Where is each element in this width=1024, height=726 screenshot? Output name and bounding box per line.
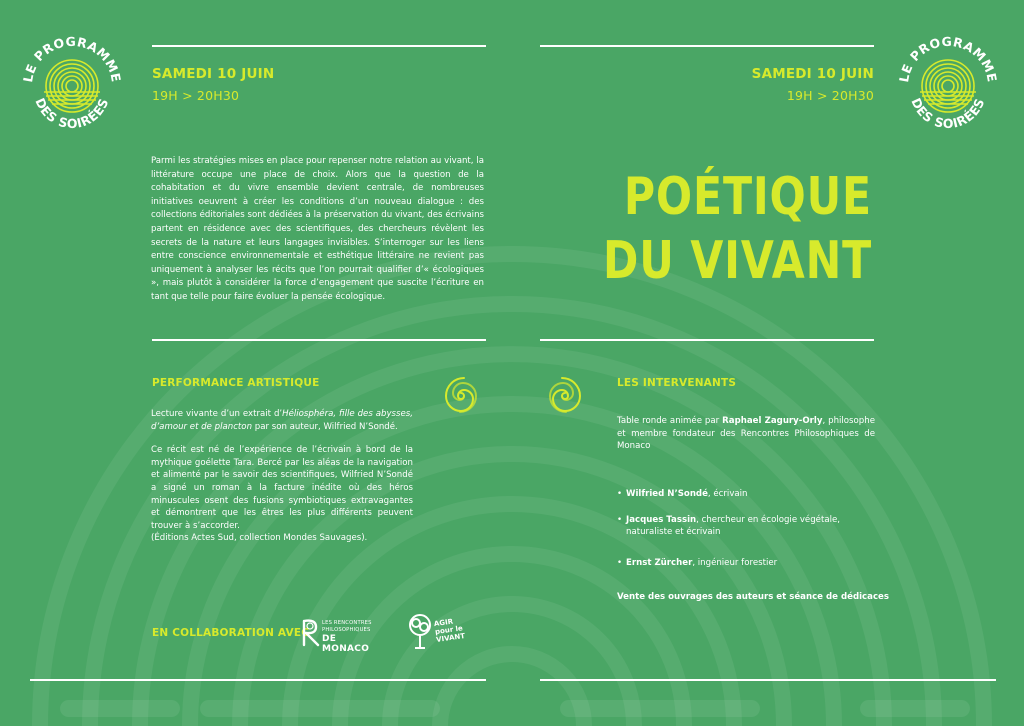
spiral-icon: [438, 373, 484, 419]
collaboration-heading: EN COLLABORATION AVEC: [152, 627, 310, 639]
programme-badge: [20, 34, 124, 138]
book-signing-note: Vente des ouvrages des auteurs et séance de dédicaces: [617, 592, 889, 602]
decor-pill: [560, 700, 760, 717]
title-line-2: DU VIVANT: [603, 231, 872, 291]
intervenants-intro: Table ronde animée par Raphael Zagury-Orly, philosophe et membre fondateur des Rencontres Philosophiques de Monaco: [617, 416, 875, 452]
intro-paragraph: Parmi les stratégies mises en place pour repenser notre relation au vivant, la littérature occupe une place de choix. Alors que la question de la cohabitation et du vivre ensemble devient centrale, de nombreuses initiatives oeuvrent à créer les conditions d’un nouveau dialogue : des collections éditoriales sont dédiées à la préservation du vivant, des écrivains partent en résidence avec des scientifiques, des chercheurs révèlent les secrets de la nature et leurs langages invisibles. S’interroger sur les liens entre conscience environnementale et esthétique littéraire ne revient pas uniquement à analyser les récits que l’on pourrait qualifier d’« écologiques », mais plutôt à considérer la force d’engagement que suscite l’écriture en tant que telle pour faire évoluer la pensée écologique.: [151, 156, 484, 302]
performance-paragraph-3: (Éditions Actes Sud, collection Mondes Sauvages).: [151, 533, 368, 544]
event-date-left: [152, 66, 274, 103]
moderator-name: Raphael Zagury-Orly: [722, 416, 823, 426]
event-date: SAMEDI 10 JUIN: [152, 66, 275, 82]
badge-top-text: LE PROGRAMME: [20, 34, 124, 84]
logo-line-2: PHILOSOPHIQUES: [322, 627, 371, 633]
performance-paragraph-2: Ce récit est né de l’expérience de l’écrivain à bord de la mythique goélette Tara. Bercé par les aléas de la navigation et alimenté par le savoir des scientifiques, Wilfried N’Sondé a signé un roman à la facture inédite où des héros minuscules osent des fusions symbiotiques extravagantes et démontrent que les êtres les plus différents peuvent trouver à s’accorder.: [151, 445, 413, 531]
divider: [540, 679, 996, 681]
decor-pill: [200, 700, 440, 717]
divider: [540, 339, 874, 341]
speaker-item: • Ernst Zürcher, ingénieur forestier: [617, 557, 885, 570]
title-line-1: POÉTIQUE: [623, 167, 872, 227]
spiral-icon: [542, 373, 588, 419]
intervenants-heading: LES INTERVENANTS: [617, 377, 737, 389]
divider: [152, 45, 486, 47]
performance-text: [151, 408, 413, 556]
svg-text:DES SOIRÉES: [908, 96, 987, 131]
decor-pill: [860, 700, 970, 717]
event-date: SAMEDI 10 JUIN: [751, 66, 874, 82]
event-time: 19H > 20H30: [152, 88, 240, 103]
logo-line-1: LES RENCONTRES: [322, 620, 372, 626]
performance-paragraph-1: Lecture vivante d’un extrait d’Héliosphéra, fille des abysses, d’amour et de plancton par son auteur, Wilfried N’Sondé.: [151, 409, 413, 432]
svg-text:DES SOIRÉES: [32, 96, 111, 131]
event-time: 19H > 20H30: [786, 88, 874, 103]
logo-line-3: DE MONACO: [322, 634, 370, 654]
tree-icon: [405, 612, 435, 652]
divider: [152, 339, 486, 341]
rencontres-philosophiques-logo: [300, 617, 386, 654]
divider: [30, 679, 486, 681]
speaker-item: • Wilfried N’Sondé, écrivain: [617, 488, 885, 501]
agir-pour-le-vivant-logo: [405, 612, 465, 652]
badge-bottom-text: DES SOIRÉES: [32, 95, 112, 132]
event-date-right: [752, 66, 874, 103]
rencontres-r-icon: [300, 617, 322, 649]
logo-agir-text: AGIR pour le VIVANT: [433, 617, 466, 644]
speaker-item: • Jacques Tassin, chercheur en écologie végétale, naturaliste et écrivain: [617, 514, 885, 539]
page-title: [577, 165, 872, 293]
performance-heading: PERFORMANCE ARTISTIQUE: [152, 377, 320, 389]
badge-bottom-text: DES SOIRÉES: [908, 95, 988, 132]
divider: [540, 45, 874, 47]
decor-pill: [60, 700, 180, 717]
programme-badge: [896, 34, 1000, 138]
speakers-list: [617, 488, 885, 582]
badge-top-text: LE PROGRAMME: [896, 34, 1000, 84]
